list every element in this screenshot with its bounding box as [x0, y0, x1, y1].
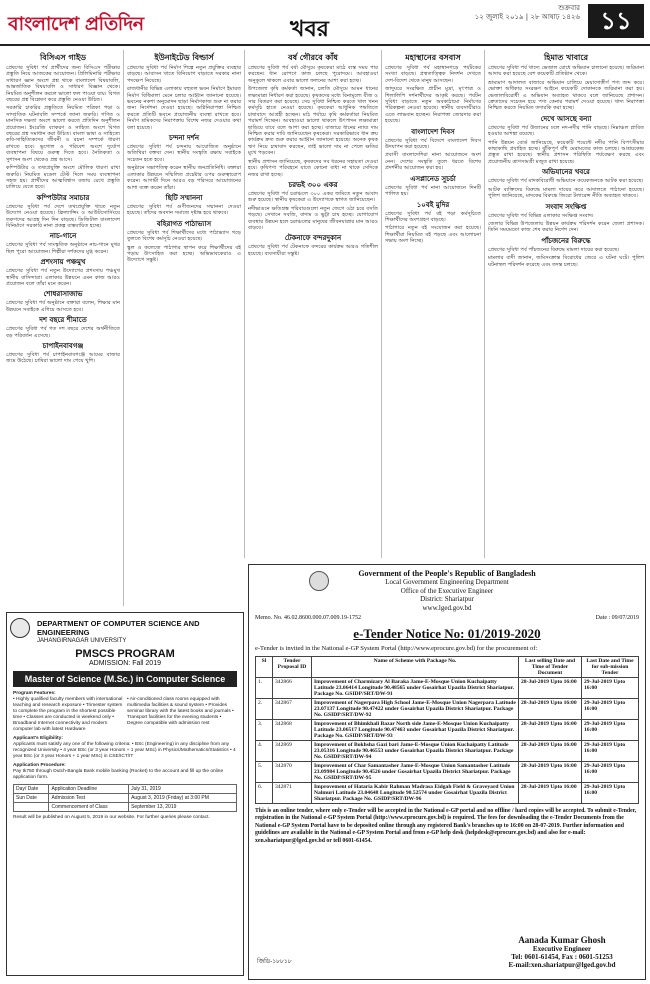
university-admission-ad[interactable] [6, 612, 244, 976]
table-cell: 1. [256, 678, 273, 699]
table-cell: 5. [256, 762, 273, 783]
tender-website-link[interactable]: www.lged.gov.bd [422, 603, 472, 612]
article-headline[interactable]: চাপাইনবাবগঞ্জ [42, 341, 84, 350]
table-cell: August 3, 2019 (Friday) at 3:00 PM [129, 794, 237, 803]
article-body: প্রেষণের সুবিধা পর্ব বিভিন্ন এলাকার সংক্ষিপ্ত সংবাদ। [488, 212, 594, 219]
table-cell: 6. [256, 783, 273, 804]
table-cell: Application Deadline [49, 785, 129, 794]
table-cell: 29-Jul-2019 Upto 16:00 [582, 678, 639, 699]
tender-government: Government of the People's Republic of Bangladesh [358, 569, 536, 578]
table-row [14, 794, 237, 803]
table-cell: 28-Jul-2019 Upto 16:00 [519, 741, 582, 762]
column-divider [123, 50, 124, 606]
article-filler: উপজেলা কৃষি কর্মকর্তা জানান, চলতি মৌসুমে আমন ধানের লক্ষ্যমাত্রা নির্ধারণ করা হয়েছে। কৃষকদের মধ্যে বিনামূল্যে বীজ ও সার বিতরণ করা হয়েছে। সেচ সুবিধা নিশ্চিত করতে খাল খনন কর্মসূচি হাতে নেওয়া হয়েছে। কৃষকেরা আধুনিক পদ্ধতিতে চাষাবাদে আগ্রহী হচ্ছেন। মাঠ পর্যায়ে কৃষি কর্মকর্তারা নিয়মিত পরামর্শ দিচ্ছেন। আবহাওয়া ভালো থাকলে উৎপাদন লক্ষ্যমাত্রা ছাড়িয়ে যাবে বলে আশা করা হচ্ছে। বাজারে ধানের ন্যায্য দাম নিশ্চিত করার দাবি জানিয়েছেন কৃষকেরা। সরকারিভাবে ধান ক্রয় কার্যক্রম দ্রুত শুরু করার আহ্বান জানানো হয়েছে। অনেক কৃষক ঋণ নিয়ে চাষাবাদ করছেন, তাই ভালো দাম না পেলে ক্ষতির মুখে পড়বেন। [248, 86, 378, 157]
article-body: প্রেষণের সুবিধা পর্ব চরাঞ্চলে ৩০০ একর জমিতে নতুন আবাদ শুরু হয়েছে। স্থানীয় কৃষকেরা এ উদ্যোগকে স্বাগত জানিয়েছেন। [248, 190, 378, 204]
table-cell: 29-Jul-2019 Upto 16:00 [582, 783, 639, 804]
column-2 [127, 50, 241, 606]
article [127, 52, 241, 84]
article-headline[interactable]: চন্দনা দর্শন [168, 133, 200, 143]
table-row [14, 785, 237, 794]
article-body: প্রেষণের সুবিধা পর্ব সাংস্কৃতিক অনুষ্ঠানে নাচ-গানে মুখর ছিল পুরো আয়োজন। শিল্পীরা দর্শকদের মুগ্ধ করেন। [6, 242, 120, 255]
table-row [256, 720, 639, 741]
table-cell: 4. [256, 741, 273, 762]
table-header: Last Date and Time for sub-mission Tender [582, 657, 639, 678]
tender-gd-code: জিডি-১৮৮১৮ [257, 959, 292, 965]
article-headline[interactable]: এসপ্লানেড সুচর্চা [410, 173, 456, 183]
article-headline[interactable]: চরভই ৩০০ একর [288, 179, 338, 189]
ad-procedure: Pay tk750 through Dutch-Bangla Bank mobile banking (Rocket) to the account and fill up the online application form. [13, 769, 224, 780]
article [127, 193, 241, 217]
table-row [14, 803, 237, 812]
article-headline[interactable]: হিমাত খাবারে [543, 52, 588, 62]
article [385, 174, 481, 198]
column-4 [385, 50, 481, 558]
tender-memo-line [249, 612, 645, 624]
article [488, 202, 644, 219]
newspaper-logo[interactable]: বাংলাদেশ প্রতিদিন [8, 13, 144, 35]
ad-procedure-label: Application Procedure: [13, 763, 66, 768]
article-headline[interactable]: ১০বই মুদির [416, 199, 450, 209]
article [488, 114, 644, 138]
article-body: প্রেষণের সুবিধা পর্ব অনুষ্ঠানে বক্তারা বলেন, শিক্ষার মান উন্নয়নে সবাইকে এগিয়ে আসতে হবে। [6, 300, 120, 313]
table-header: Tender Proposal ID [273, 657, 312, 678]
article-body: প্রেষণের সুবিধা পর্ব প্রার্থীদের জন্য বিসিএস পরীক্ষার প্রস্তুতি নিয়ে আজকের আয়োজন। প্রিলিমিনারি পরীক্ষার সাধারণ জ্ঞান অংশে প্রশ্ন থাকে বাংলাদেশ বিষয়াবলি, আন্তর্জাতিক বিষয়াবলি ও সাধারণ বিজ্ঞান থেকে। নিয়মিত অনুশীলন করলে ভালো ফল পাওয়া যায়। বিগত বছরের প্রশ্ন বিশ্লেষণ করে প্রস্তুতি নেওয়া উচিত। [6, 65, 120, 104]
date-day: শুক্রবার [558, 4, 580, 12]
table-cell: 29-Jul-2019 Upto 16:00 [582, 762, 639, 783]
article-body: প্রেষণের সুবিধা পর্ব টেকনাফে বন্দরের কার্যক্রম আরও গতিশীল হয়েছে। ব্যবসায়ীরা সন্তুষ্ট। [248, 244, 378, 257]
table-cell: 342867 [273, 699, 312, 720]
article-filler: স্থানীয় প্রশাসন জানিয়েছে, কৃষকদের সব ধরনের সহায়তা দেওয়া হবে। কৃষিপণ্য পরিবহনে যাতে কোনো বাধা না থাকে সেদিকে নজর রাখা হচ্ছে। [248, 158, 378, 178]
tender-office: Office of the Executive Engineer [400, 586, 494, 595]
table-header: Sl [256, 657, 273, 678]
table-cell: 342871 [273, 783, 312, 804]
header-rule [0, 44, 650, 46]
signatory-phone: Tel: 0601-61454, Fax : 0601-51253 [511, 953, 613, 961]
tender-date: Date : 09/07/2019 [595, 615, 639, 621]
column-3 [248, 50, 378, 558]
article-body: প্রেষণের সুবিধা পর্ব বিদেশে বাংলাদেশ দিবস উদযাপন করা হয়েছে। [385, 137, 481, 151]
tender-department: Local Government Engineering Department [385, 578, 509, 586]
article-body: প্রেষণের সুবিধা পর্ব মাদকবিরোধী অভিযানে কয়েকজনকে আটক করা হয়েছে। [488, 178, 644, 185]
article [127, 219, 241, 243]
table-cell: 28-Jul-2019 Upto 16:00 [519, 699, 582, 720]
article-headline[interactable]: বিসিএস গাইড [39, 52, 87, 62]
article-body: প্রেষণের সুবিধা পর্ব নানা আয়োজনে দিনটি পালিত হয়। [385, 184, 481, 198]
tender-intro: e-Tender is invited in the National e-GP System Portal (http://www.eprocure.gov.bd) for the procurement of: [255, 645, 538, 652]
table-cell: 28-Jul-2019 Upto 16:00 [519, 678, 582, 699]
table-row [256, 762, 639, 783]
article-headline[interactable]: ইউনাইটেড বিল্ডার্স [154, 52, 214, 62]
table-cell: Sun Date [14, 794, 49, 803]
article-headline[interactable]: সংবাদ সংক্ষিপ্ত [545, 201, 587, 211]
table-row [256, 699, 639, 720]
signatory-email[interactable]: E-mail:xen.shariatpur@lged.gov.bd [508, 961, 616, 969]
article-filler: স্কুল ও কলেজে পাঠাগার স্থাপন করে শিক্ষার্থীদের বই পড়ায় উৎসাহিত করা হচ্ছে। অভিভাবকেরাও এ উদ্যোগে সন্তুষ্ট। [127, 244, 241, 264]
page-number: ১১ [588, 4, 644, 38]
table-cell: 342868 [273, 720, 312, 741]
tender-table [255, 656, 639, 804]
article [6, 52, 120, 103]
table-header-row [256, 657, 639, 678]
column-divider [244, 50, 245, 558]
article-filler: কম্পিউটার ও তথ্যপ্রযুক্তি অংশে মৌলিক ধারণা রাখা জরুরি। নিয়মিত মডেল টেস্ট দিলে সময় ব্যবস্থাপনা সহজ হয়। প্রার্থীদের আত্মবিশ্বাস বজায় রেখে প্রস্তুতি চালিয়ে যেতে হবে। [6, 165, 120, 191]
article [385, 200, 481, 224]
article-body: প্রেষণের সুবিধা পর্ব নতুন উদ্যোগের প্রশংসায় পঞ্চমুখ স্থানীয় বাসিন্দারা। এলাকার উন্নয়নে এমন কাজ আরও প্রয়োজন বলে তাঁরা মনে করেন। [6, 268, 120, 287]
table-cell: Improvement of Bokhsha Gazi bari Jame-E-Mosque Union Kuchaipatty Latitude 23.05316 Longitude 90.46553 under Gosairhat Upazila District Shariatpur. Package No. GSIDP/SRT/DW-94 [312, 741, 519, 762]
article [385, 52, 481, 84]
article [385, 127, 481, 151]
table-cell: Admission Test [49, 794, 129, 803]
article-body: প্রেষণের সুবিধা পর্ব দেশে তথ্যপ্রযুক্তি খাতে নতুন উদ্যোগ নেওয়া হয়েছে। ফ্রিল্যান্সিং ও আউটসোর্সিংয়ে তরুণদের আগ্রহ দিন দিন বাড়ছে। ডিজিটাল বাংলাদেশ বিনির্মাণে সরকারি নানা প্রকল্প বাস্তবায়িত হচ্ছে। [6, 203, 120, 229]
article-filler: নদীভাঙনে ক্ষতিগ্রস্ত পরিবারগুলো নতুন জেগে ওঠা চরে বসতি গড়ছে। সেখানে সবজি, বাদাম ও ভুট্টা চাষ হচ্ছে। যোগাযোগ ব্যবস্থার উন্নয়ন হলে চরাঞ্চলের মানুষের জীবনযাত্রার মান আরও বাড়বে। [248, 205, 378, 231]
table-cell: September 13, 2019 [129, 803, 237, 812]
article-filler: রাজধানীর বিভিন্ন এলাকায় বহুতল ভবন নির্মাণে ইমারত নির্মাণ বিধিমালা মেনে চলার আহ্বান জানানো হয়েছে। ভবনের নকশা অনুমোদন ছাড়া নির্মাণকাজ শুরু না করার জন্য নির্দেশনা দেওয়া হয়েছে। অগ্নিনিরাপত্তা নিশ্চিত করতে প্রতিটি ভবনে প্রয়োজনীয় ব্যবস্থা রাখতে হবে। নির্মাণ শ্রমিকদের নিরাপত্তায় বিশেষ নজর দেওয়ার কথা বলা হয়েছে। [127, 86, 241, 131]
table-header: Name of Scheme with Package No. [312, 657, 519, 678]
article-headline[interactable]: বহিরাগত পাঠাভ্যাস [156, 218, 212, 228]
article-filler: সরকারি চাকরির প্রস্তুতিতে নিয়মিত পত্রিকা পড়া ও সাম্প্রতিক ঘটনাবলি সম্পর্কে জানা জরুরি। গণিত ও মানসিক দক্ষতা অংশে ভালো করতে প্রতিদিন অনুশীলন প্রয়োজন। ইংরেজি ব্যাকরণ ও সাহিত্য অংশে বিগত বছরের প্রশ্ন সমাধান করা উচিত। বাংলা ভাষা ও সাহিত্যে কবি-সাহিত্যিকদের জীবনী ও রচনা সম্পর্কে ধারণা রাখতে হবে। ভূগোল ও পরিবেশ অংশে দুর্যোগ ব্যবস্থাপনা বিষয়ে গুরুত্ব দিতে হবে। নৈতিকতা ও সুশাসন অংশ থেকেও প্রশ্ন আসে। [6, 105, 120, 163]
table-cell: 29-Jul-2019 Upto 16:00 [582, 720, 639, 741]
ad-eligibility: Applicants must satisfy any one of the following criteria: • BSc (Engineering) in any discipline from any recognized University • 4 year BSc (or 3 year Honors + 1 year MSc) in Physics/Mathematics/Statistics • 4 year BSc (or 3 year Honors + 1 year MSc) in CSE/ICT/IT [13, 742, 236, 759]
signatory-title: Executive Engineer [532, 945, 592, 953]
table-cell: 3. [256, 720, 273, 741]
tender-memo-number: Memo. No. 46.02.8600.000.07.009.19-1752 [255, 615, 361, 621]
section-title: খবর [290, 17, 329, 42]
article-headline[interactable]: প্রশংসায় পঞ্চমুখ [40, 257, 86, 267]
ad-degree-banner: Master of Science (M.Sc.) in Computer Science [13, 671, 237, 687]
table-header: Last selling Date and Time of Tender Document [519, 657, 582, 678]
article-body: প্রেষণের সুবিধা পর্ব উজানের ঢলে নদ-নদীর পানি বাড়ছে। নিম্নাঞ্চল প্লাবিত হওয়ার আশঙ্কা রয়েছে। [488, 124, 644, 138]
column-divider [484, 50, 485, 558]
ad-department-name: DEPARTMENT OF COMPUTER SCIENCE AND ENGINEERING [37, 619, 200, 637]
article-headline[interactable]: টেকনাফে বন্দরদুকান [284, 233, 342, 243]
article-filler: ভ্রাম্যমাণ আদালত বাজারে অভিযান চালিয়ে মেয়াদোত্তীর্ণ পণ্য জব্দ করে। ভোক্তা অধিকার সংরক্ষণ আইনে কয়েকটি দোকানকে জরিমানা করা হয়। ভেজালবিরোধী এ অভিযান অব্যাহত থাকবে বলে জানিয়েছে প্রশাসন। ক্রেতাদের সচেতন হয়ে পণ্য কেনার পরামর্শ দেওয়া হয়েছে। খাদ্য নিরাপত্তা নিশ্চিত করতে নিয়মিত তদারকি করা হচ্ছে। [488, 79, 644, 112]
signatory-name: Aanada Kumar Ghosh [518, 935, 606, 945]
table-cell: Improvement of Nagerpara High School Jame-E-Mosque Union Nagerpara Latitude 23.07137 Longitude 90.47422 under Gosairhat Upazila District Shariatpur. Package No. GSIDP/SRT/DW-92 [312, 699, 519, 720]
article-body: প্রেষণের সুবিধা পর্ব খাদ্যে ভেজাল রোধে অভিযান চালানো হয়েছে। জরিমানা আদায় করা হয়েছে বেশ কয়েকটি প্রতিষ্ঠান থেকে। [488, 65, 644, 78]
table-cell: 342869 [273, 741, 312, 762]
ad-features-label: Program Features: [13, 691, 56, 696]
article [127, 133, 241, 163]
ad-features [13, 697, 237, 733]
article [6, 231, 120, 255]
table-cell: 28-Jul-2019 Upto 16:00 [519, 783, 582, 804]
table-row [256, 741, 639, 762]
table-cell: Commencement of Class [49, 803, 129, 812]
article-filler: মামলার বাদী জানান, জমিসংক্রান্ত বিরোধের জেরে এ ঘটনা ঘটে। পুলিশ ঘটনাস্থল পরিদর্শন করেছে এবং তদন্ত চলছে। [488, 255, 644, 268]
table-cell: 29-Jul-2019 Upto 16:00 [582, 741, 639, 762]
masthead [0, 0, 650, 42]
article [6, 193, 120, 230]
ad-features-right: • Air-conditioned class rooms equipped with multimedia facilities & sound system • Provides seminar library with the latest books and journals • Transport facilities for the evening students • Degree compatible with admission rest [127, 697, 234, 726]
ad-footer-note: Result will be published on August 5, 2019 in our website. For further queries please contact. [13, 815, 210, 820]
article-body: প্রেষণের সুবিধা পর্ব শিক্ষার্থীদের মধ্যে পাঠাভ্যাস গড়ে তুলতে বিশেষ কর্মসূচি নেওয়া হয়েছে। [127, 229, 241, 243]
article [248, 233, 378, 257]
table-row [256, 783, 639, 804]
tender-signature [487, 935, 637, 969]
article-headline[interactable]: নাচ-গানে [49, 231, 77, 241]
dateline [420, 4, 580, 22]
article-headline[interactable]: ছিটি সম্মাননা [165, 192, 203, 202]
table-row [256, 678, 639, 699]
table-cell: July 31, 2019 [129, 785, 237, 794]
table-cell: 2. [256, 699, 273, 720]
ad-body [7, 691, 243, 821]
article-headline[interactable]: দশ বছরে শীমাতে [39, 315, 87, 325]
ad-schedule-table [13, 784, 237, 812]
table-cell: Improvement of Char Samantasher Jame-E-Mosque Union Samantasher Latitude 23.09984 Longitude 90.4526 under Gosairhat Upazila District Shariatpur. Package No. GSIDP/SRT/DW-95 [312, 762, 519, 783]
date-full: ১২ জুলাই ২০১৯ | ২৮ আষাঢ় ১৪২৬ [474, 13, 580, 21]
article-headline[interactable]: বর্ষ গৌরবে কাঁধ [288, 52, 338, 62]
article-headline[interactable]: মহাস্থানের বসবাস [405, 52, 461, 62]
article-body: প্রেষণের সুবিধা পর্ব গুণীজনদের সম্মাননা দেওয়া হয়েছে। তাঁদের অবদান সমাজে দৃষ্টান্ত হয়ে থাকবে। [127, 203, 241, 217]
table-cell: 28-Jul-2019 Upto 16:00 [519, 762, 582, 783]
tender-notice-title: e-Tender Notice No: 01/2019-2020 [353, 626, 541, 641]
tender-district: District: Shariatpur [420, 595, 474, 603]
article-body: প্রেষণের সুবিধা পর্ব চন্দনায় আয়োজিত অনুষ্ঠানে অতিথিরা বক্তব্য দেন। স্থানীয় সংস্কৃতি রক্ষায় সবাইকে সচেতন হতে হবে। [127, 144, 241, 163]
ad-university-name: JAHANGIRNAGAR UNIVERSITY [37, 638, 127, 644]
article-headline[interactable]: পাঁচজনের বিরুদ্ধে [541, 235, 591, 245]
article-body: প্রেষণের সুবিধা পর্ব বর্ষা মৌসুমে কৃষকেরা মাঠে ব্যস্ত সময় পার করছেন। ধান রোপণে কাজ চলছে পুরোদমে। আবহাওয়া অনুকূলে থাকলে এবার ভালো ফলনের আশা করা হচ্ছে। [248, 65, 378, 84]
article-body: প্রেষণের সুবিধা পর্ব চাপাইনবাবগঞ্জে আমের বাজার জমে উঠেছে। চাষিরা ভালো দাম পেয়ে খুশি। [6, 352, 120, 365]
article-headline[interactable]: কম্পিউটার সমাচার [36, 192, 90, 202]
table-cell: Improvement of Hataria Kabir Rahman Madrasa Eidgah Field & Graveyard Union Nalmuri Latitude 23.04648 Longitude 90.52574 under Gosairhat Upazila District Shariatpur. Package No. GSIDP/SRT/DW-96 [312, 783, 519, 804]
table-cell: 29-Jul-2019 Upto 16:00 [582, 699, 639, 720]
column-1 [6, 50, 120, 606]
ad-eligibility-label: Applicant's Eligibility: [13, 736, 63, 741]
e-tender-notice[interactable] [248, 564, 646, 980]
tender-footer-text: This is an online tender, where only e-Tender will be accepted in the National e-GP portal and no offline / hard copies will be accepted. To submit e-Tender, registration in the National e-GP System Portal (http://www.eprocure.gov.bd) is required. The fees for downloading the e-Tender Documents from the National e-GP System Portal have to be deposited online through any registered Bank's branches up to 16:00 on 28-07-2019. Further information and guidelines are available in the National e-GP System Portal and from e-GP help desk (helpdesk@eprocure.gov.bd) and also for e-mail: xen.shariatpur@lged.gov.bd or tell 0601-61454. [255, 808, 637, 844]
table-cell: 28-Jul-2019 Upto 16:00 [519, 720, 582, 741]
article [488, 52, 644, 78]
article-filler: অনুষ্ঠানে সভাপতিত্ব করেন স্থানীয় জনপ্রতিনিধি। বক্তারা এলাকার উন্নয়নে সম্মিলিত প্রচেষ্টার ওপর গুরুত্বারোপ করেন। আগামী দিনে আরও বড় পরিসরে আয়োজনের আশা ব্যক্ত করেন তাঁরা। [127, 165, 241, 191]
ad-admission-term: ADMISSION: Fall 2019 [89, 660, 161, 667]
article-body: প্রেষণের সুবিধা পর্ব মহাস্থানগড়ে পর্যটকের সংখ্যা বাড়ছে। প্রত্নতাত্ত্বিক নিদর্শন দেখতে দেশ-বিদেশ থেকে মানুষ আসছেন। [385, 65, 481, 84]
article [248, 180, 378, 204]
article [248, 52, 378, 84]
column-5 [488, 50, 644, 558]
article [6, 341, 120, 365]
article-filler: জেলার বিভিন্ন উপজেলায় উন্নয়ন কার্যক্রম পরিদর্শন করেন জেলা প্রশাসক। তিনি সময়মতো কাজ শেষ করার নির্দেশ দেন। [488, 220, 644, 234]
article [488, 236, 644, 253]
table-cell [14, 803, 49, 812]
government-emblem-icon [309, 571, 329, 591]
article-filler: পাঠাগারে নতুন বই সংযোজন করা হয়েছে। শিক্ষার্থীরা নিয়মিত বই পড়ছে এবং আলোচনা সভায় অংশ নিচ্ছে। [385, 225, 481, 245]
article [488, 167, 644, 184]
table-cell: Improvement of Charmizary Al Baraka Jame-E-Mosque Union Kuchaipatty Latitude 23.06414 Longitude 90.48565 under Gosairhat Upazila District Shariatpur. Package No. GSIDP/SRT/DW-91 [312, 678, 519, 699]
article [6, 289, 120, 313]
article [6, 315, 120, 339]
article-body: প্রেষণের সুবিধা পর্ব পাঁচজনের বিরুদ্ধে মামলা দায়ের করা হয়েছে। [488, 246, 620, 253]
table-cell: Day/ Date [14, 785, 49, 794]
article-body: প্রেষণের সুবিধা পর্ব গত দশ বছরে দেশের অর্থনীতিতে বড় পরিবর্তন এসেছে। [6, 326, 120, 339]
ad-features-left: • Highly qualified faculty members with international teaching and research exposure • Trimester system to complete the program in the shortest possible time • Classes are conducted in weekend only • Broadband Internet connectivity and modern computer lab with latest Hardware [13, 697, 123, 732]
article-filler: পানি উন্নয়ন বোর্ড জানিয়েছে, কয়েকটি পয়েন্টে নদীর পানি বিপৎসীমার কাছাকাছি প্রবাহিত হচ্ছে। ঝুঁকিপূর্ণ বাঁধ মেরামতের কাজ চলছে। আশ্রয়কেন্দ্র প্রস্তুত রাখা হয়েছে। স্থানীয় প্রশাসন পরিস্থিতি পর্যবেক্ষণ করছে এবং প্রয়োজনীয় ত্রাণসামগ্রী মজুত রাখা হয়েছে। [488, 139, 644, 165]
article-headline[interactable]: শোধরাসাজাভ [43, 289, 83, 299]
table-cell: Improvement of Bhimkhali Bazar North side Jame-E-Mosque Union Kuchaipatty Latitude 23.06517 Longitude 90.47463 under Gosairhat Upazila District Shariatpur. Package No. GSIDP/SRT/DW-93 [312, 720, 519, 741]
article-filler: আটক ব্যক্তিদের বিরুদ্ধে মামলা দায়ের করে আদালতে পাঠানো হয়েছে। পুলিশ জানিয়েছে, মাদকের বিরুদ্ধে জিরো টলারেন্স নীতি অব্যাহত থাকবে। [488, 186, 644, 200]
university-emblem-icon [10, 618, 30, 638]
column-divider [381, 50, 382, 558]
table-cell: 342866 [273, 678, 312, 699]
article-headline[interactable]: অভিযানের খবরে [542, 167, 590, 177]
article-filler: জাদুঘরে সংরক্ষিত প্রাচীন মুদ্রা, মৃৎপাত্র ও শিলালিপি দর্শনার্থীদের আকৃষ্ট করছে। পর্যটন সুবিধা বাড়াতে নতুন অবকাঠামো নির্মাণের পরিকল্পনা নেওয়া হয়েছে। স্থানীয় ব্যবসায়ীরাও এতে লাভবান হচ্ছেন। নিরাপত্তা জোরদার করা হয়েছে। [385, 86, 481, 125]
article-body: প্রেষণের সুবিধা পর্ব নির্মাণ শিল্পে নতুন প্রযুক্তির ব্যবহার বাড়ছে। আবাসন খাতে বিনিয়োগ বাড়াতে সরকার নানা পদক্ষেপ নিয়েছে। [127, 65, 241, 84]
article-headline[interactable]: দেখে আসছে বন্যা [540, 113, 592, 123]
table-cell: 342870 [273, 762, 312, 783]
article-filler: প্রবাসী বাংলাদেশিরা নানা আয়োজনে অংশ নেন। দেশের সংস্কৃতি তুলে ধরতে বিশেষ প্রদর্শনীর আয়োজন করা হয়। [385, 152, 481, 172]
article-headline[interactable]: বাংলাদেশ দিবস [411, 126, 455, 136]
ad-program-name: PMSCS PROGRAM [75, 648, 175, 660]
article [6, 257, 120, 287]
article-body: প্রেষণের সুবিধা পর্ব বই পড়া কর্মসূচিতে শিক্ষার্থীদের অংশগ্রহণ বাড়ছে। [385, 210, 481, 223]
